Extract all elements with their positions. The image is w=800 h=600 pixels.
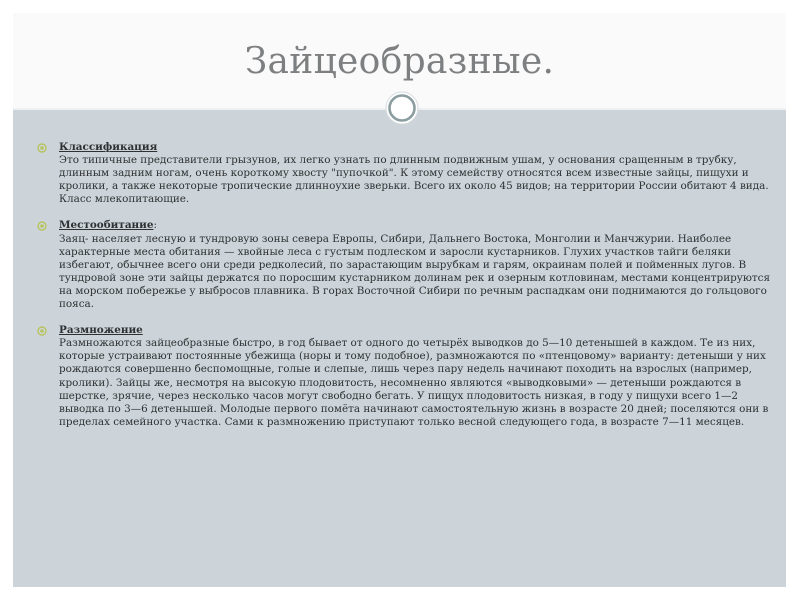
section-classification: [37, 141, 773, 206]
bullet-icon: [37, 143, 47, 153]
slide: [13, 13, 786, 587]
section-text: Заяц- населяет лесную и тундровую зоны севера Европы, Сибири, Дальнего Востока, Монголии и Манчжурии. Наиболее характерные места обитания — хвойные леса с густым подлеском и заросли кустарников. Глухих участков тайги беляки избегают, обычнее всего они среди редколесий, по зарастающим вырубкам и гарям, окраинам полей и пойменных лугов. В тундровой зоне эти зайцы держатся по поросшим кустарником долинам рек и озерным котловинам, местами концентрируются на морском побережье у выбросов плавника. В горах Восточной Сибири по речным распадкам они поднимаются до гольцового пояса.: [59, 232, 771, 311]
section-heading: Размножение: [59, 324, 143, 337]
circle-ornament-icon: [385, 91, 419, 125]
bullet-icon: [37, 326, 47, 336]
section-text: Это типичные представители грызунов, их легко узнать по длинным подвижным ушам, у основания сращенным в трубку, длинным задним ногам, очень короткому хвосту "пупочкой". К этому семейству относятся всем известные зайцы, пищухи и кролики, а также некоторые тропические длинноухие зверьки. Всего их около 45 видов; на территории России обитают 4 вида. Класс млекопитающие.: [59, 154, 769, 206]
slide-title: Зайцеобразные.: [244, 41, 555, 82]
heading-suffix: :: [153, 219, 157, 232]
section-habitat: [37, 219, 773, 311]
bullet-icon: [37, 221, 47, 231]
section-reproduction: [37, 324, 773, 429]
content-body: [37, 141, 773, 442]
section-heading: Местообитание: [59, 219, 154, 232]
section-heading: Классификация: [59, 141, 158, 153]
section-text: Размножаются зайцеобразные быстро, в год бывает от одного до четырёх выводков до 5—10 детенышей в каждом. Те из них, которые устраивают постоянные убежища (норы и тому подобное), размножаются по «птенцовому» варианту: детеныши у них рождаются совершенно беспомощные, голые и слепые, лишь через пару недель начинают походить на взрослых (например, кролики). Зайцы же, несмотря на высокую плодовитость, несомненно являются «выводковыми» — детеныши рождаются в шерстке, зрячие, через несколько часов могут свободно бегать. У пищух плодовитость низкая, в году у пищухи всего 1—2 выводка по 3—6 детенышей. Молодые первого помёта начинают самостоятельную жизнь в возрасте 20 дней; поселяются они в пределах семейного участка. Сами к размножению приступают только весной следующего года, в возрасте 7—11 месяцев.: [59, 337, 769, 428]
